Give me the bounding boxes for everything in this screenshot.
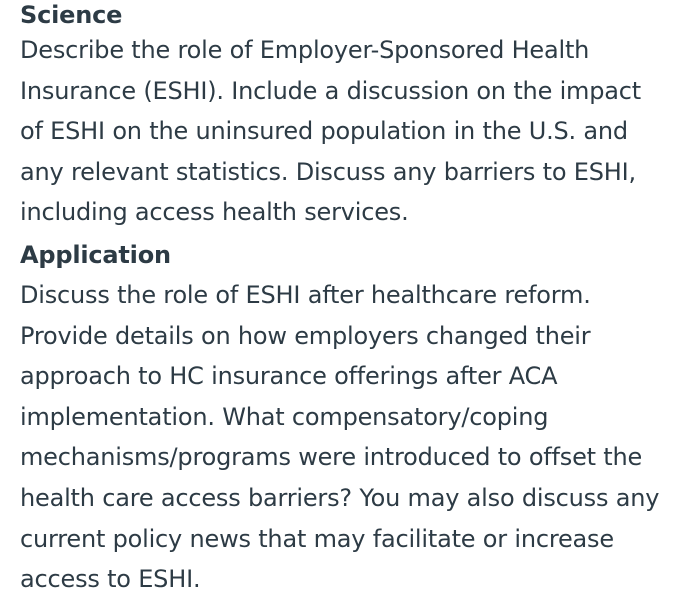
body-line: Provide details on how employers changed their <box>20 321 591 350</box>
section-science <box>20 0 690 233</box>
section-heading: Application <box>20 240 171 269</box>
body-line: approach to HC insurance offerings after ACA <box>20 362 558 391</box>
body-line: Insurance (ESHI). Include a discussion on the impact <box>20 76 641 105</box>
body-line: health care access barriers? You may also discuss any <box>20 483 660 512</box>
body-line: mechanisms/programs were introduced to offset the <box>20 443 643 472</box>
body-line: Describe the role of Employer-Sponsored Health <box>20 36 590 64</box>
body-line: of ESHI on the uninsured population in the U.S. and <box>20 117 628 146</box>
body-line: including access health services. <box>20 198 409 227</box>
body-line: Discuss the role of ESHI after healthcare reform. <box>20 280 591 309</box>
section-heading: Science <box>20 1 123 29</box>
section-application <box>20 235 690 600</box>
body-line: any relevant statistics. Discuss any barriers to ESHI, <box>20 157 636 186</box>
body-line: access to ESHI. <box>20 565 201 594</box>
assignment-prompt <box>20 0 690 600</box>
body-line: implementation. What compensatory/coping <box>20 402 549 431</box>
body-line: current policy news that may facilitate or increase <box>20 524 614 553</box>
